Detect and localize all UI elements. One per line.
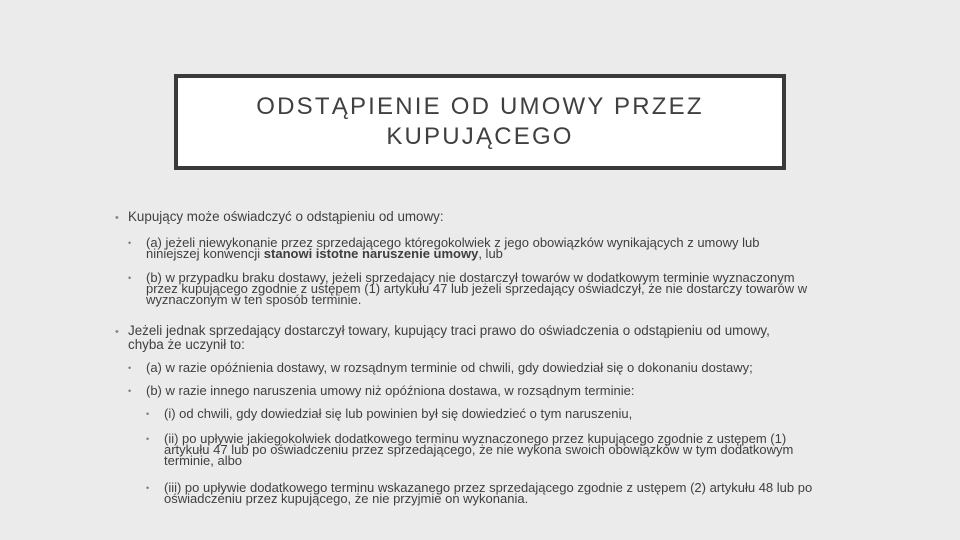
bullet-text: artykułu 47 lub po oświadczeniu przez sprzedającego, że nie wykona swoich obowiązków w tym dodatkowym xyxy=(164,442,794,457)
bullet-marker: • xyxy=(115,212,119,224)
bullet-marker: • xyxy=(128,363,132,373)
bullet-marker: • xyxy=(146,409,150,419)
bullet-item-2 xyxy=(115,323,770,352)
bullet-text: oświadczeniu przez kupującego, że nie przyjmie on wykonania. xyxy=(164,491,529,506)
bullet-text: (iii) po upływie dodatkowego terminu wskazanego przez sprzedającego zgodnie z ustępem (2) artykułu 48 lub po xyxy=(164,480,813,495)
bullet-text: Kupujący może oświadczyć o odstąpieniu od umowy: xyxy=(128,209,444,224)
bullet-text: (a) w razie opóźnienia dostawy, w rozsądnym terminie od chwili, gdy dowiedział się o dokonaniu dostawy; xyxy=(146,360,753,375)
bullet-text: terminie, albo xyxy=(164,453,243,468)
bullet-marker: • xyxy=(128,386,132,396)
bullet-text: (b) w razie innego naruszenia umowy niż opóźniona dostawa, w rozsądnym terminie: xyxy=(146,383,635,398)
bullet-item-2b xyxy=(128,383,635,398)
bullet-text: przez kupującego zgodnie z ustępem (1) artykułu 47 lub jeżeli sprzedający oświadczył, że nie dostarczy towarów w xyxy=(146,281,808,296)
bullet-text: chyba że uczynił to: xyxy=(128,337,245,352)
slide-title-line-1: ODSTĄPIENIE OD UMOWY PRZEZ xyxy=(256,93,704,120)
bullet-marker: • xyxy=(128,273,132,283)
bullet-item-1a xyxy=(128,235,760,261)
bullet-text: (b) w przypadku braku dostawy, jeżeli sprzedający nie dostarczył towarów w dodatkowym terminie wyznaczonym xyxy=(146,270,795,285)
bullet-text: (i) od chwili, gdy dowiedział się lub powinien był się dowiedzieć o tym naruszeniu, xyxy=(164,406,633,421)
bullet-text-bold: stanowi istotne naruszenie umowy xyxy=(263,246,479,261)
bullet-item-2a xyxy=(128,360,753,375)
bullet-text-segment: , lub xyxy=(478,246,503,261)
bullet-marker: • xyxy=(115,326,119,338)
bullet-text: (ii) po upływie jakiegokolwiek dodatkowego terminu wyznaczonego przez kupującego zgodnie z ustępem (1) xyxy=(164,431,787,446)
bullet-marker: • xyxy=(146,483,150,493)
slide-title-line-2: KUPUJĄCEGO xyxy=(386,123,574,150)
bullet-text: (a) jeżeli niewykonanie przez sprzedającego któregokolwiek z jego obowiązków wynikających z umowy lub xyxy=(146,235,760,250)
bullet-item-2b-iii xyxy=(146,480,813,506)
bullet-text: Jeżeli jednak sprzedający dostarczył towary, kupujący traci prawo do oświadczenia o odstąpieniu od umowy, xyxy=(128,323,770,338)
bullet-item-1b xyxy=(128,270,808,307)
bullet-text-segment: niniejszej konwencji xyxy=(146,246,264,261)
bullet-item-2b-ii xyxy=(146,431,794,468)
bullet-item-2b-i xyxy=(146,406,633,421)
bullet-item-1 xyxy=(115,209,444,224)
bullet-marker: • xyxy=(128,238,132,248)
bullet-marker: • xyxy=(146,434,150,444)
bullet-text: wyznaczonym w ten sposób terminie. xyxy=(146,292,362,307)
